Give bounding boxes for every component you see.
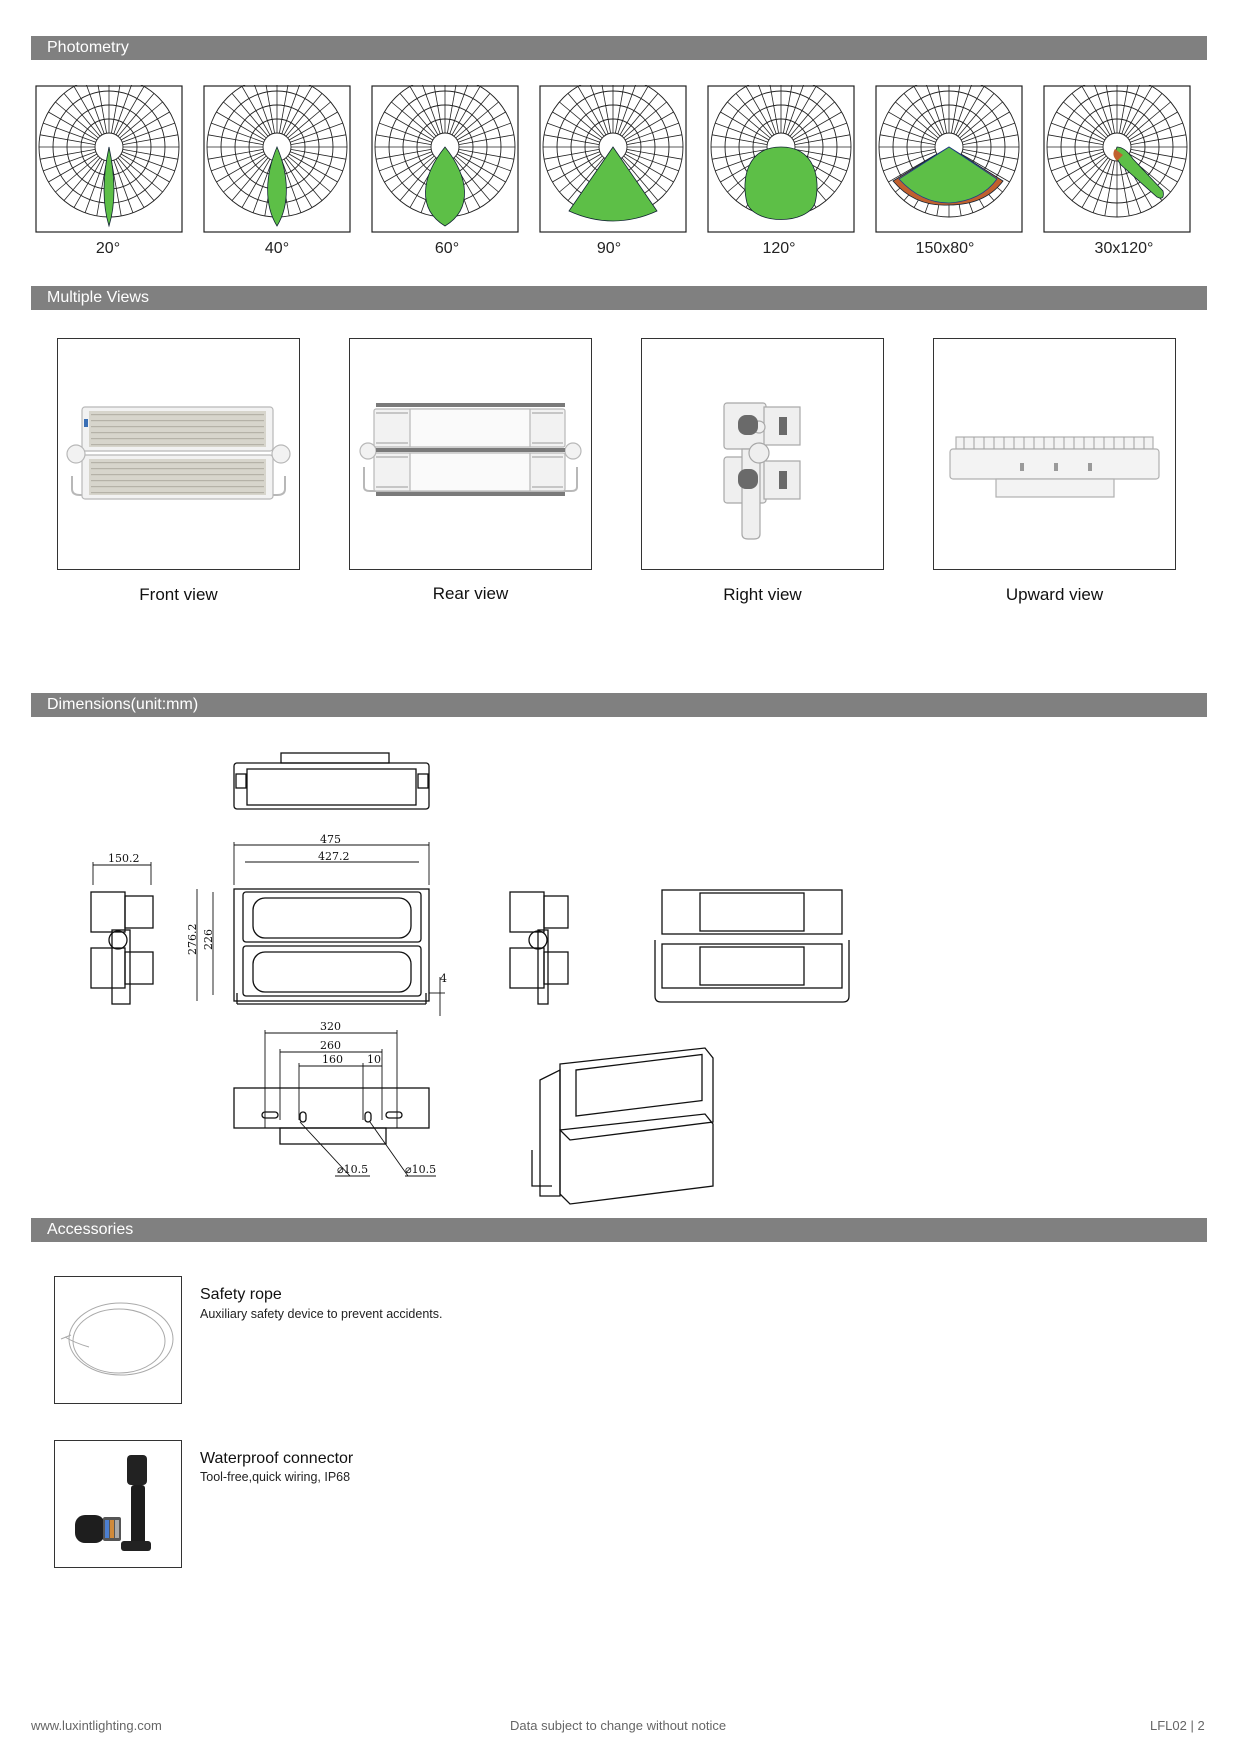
section-title: Multiple Views (47, 289, 149, 306)
beam-angle-label: 120° (762, 240, 796, 257)
dim-thickness: 4 (440, 972, 447, 985)
accessory-description: Auxiliary safety device to prevent accidents. (200, 1307, 443, 1321)
dim-inner-width: 427.2 (318, 850, 350, 863)
dim-10: 10 (367, 1053, 381, 1066)
front-view-label: Front view (139, 585, 218, 604)
accessory-title: Safety rope (200, 1286, 282, 1303)
dim-160: 160 (322, 1053, 343, 1066)
rear-view-label: Rear view (432, 584, 509, 603)
footer-website: www.luxintlighting.com (31, 1718, 162, 1733)
section-title: Photometry (47, 39, 129, 56)
beam-angle-label: 90° (596, 240, 622, 257)
beam-angle-label: 30x120° (1094, 240, 1154, 257)
section-header-accessories (31, 1218, 1207, 1242)
beam-angle-label: 60° (434, 240, 460, 257)
dim-hole-left: ⌀10.5 (337, 1163, 369, 1176)
dim-side-width: 150.2 (108, 852, 140, 865)
dim-hole-right: ⌀10.5 (405, 1163, 437, 1176)
beam-angle-label: 40° (264, 240, 290, 257)
dim-260: 260 (320, 1039, 341, 1052)
accessory-description: Tool-free,quick wiring, IP68 (200, 1470, 351, 1484)
footer-notice: Data subject to change without notice (510, 1718, 727, 1733)
upward-view-label: Upward view (1005, 585, 1104, 604)
section-title: Accessories (47, 1221, 134, 1238)
section-title: Dimensions(unit:mm) (47, 696, 199, 713)
dim-overall-width: 475 (320, 833, 341, 846)
footer-page-number: LFL02 | 2 (1150, 1718, 1205, 1733)
dim-inner-height: 226 (202, 929, 215, 950)
beam-angle-label: 20° (95, 240, 121, 257)
right-view-label: Right view (723, 585, 802, 604)
dim-320: 320 (320, 1020, 341, 1033)
waterproof-connector-image (54, 1440, 182, 1568)
safety-rope-image (54, 1276, 182, 1404)
accessory-title: Waterproof connector (200, 1450, 354, 1467)
beam-angle-label: 150x80° (915, 240, 975, 257)
dim-overall-height: 276.2 (186, 923, 199, 955)
